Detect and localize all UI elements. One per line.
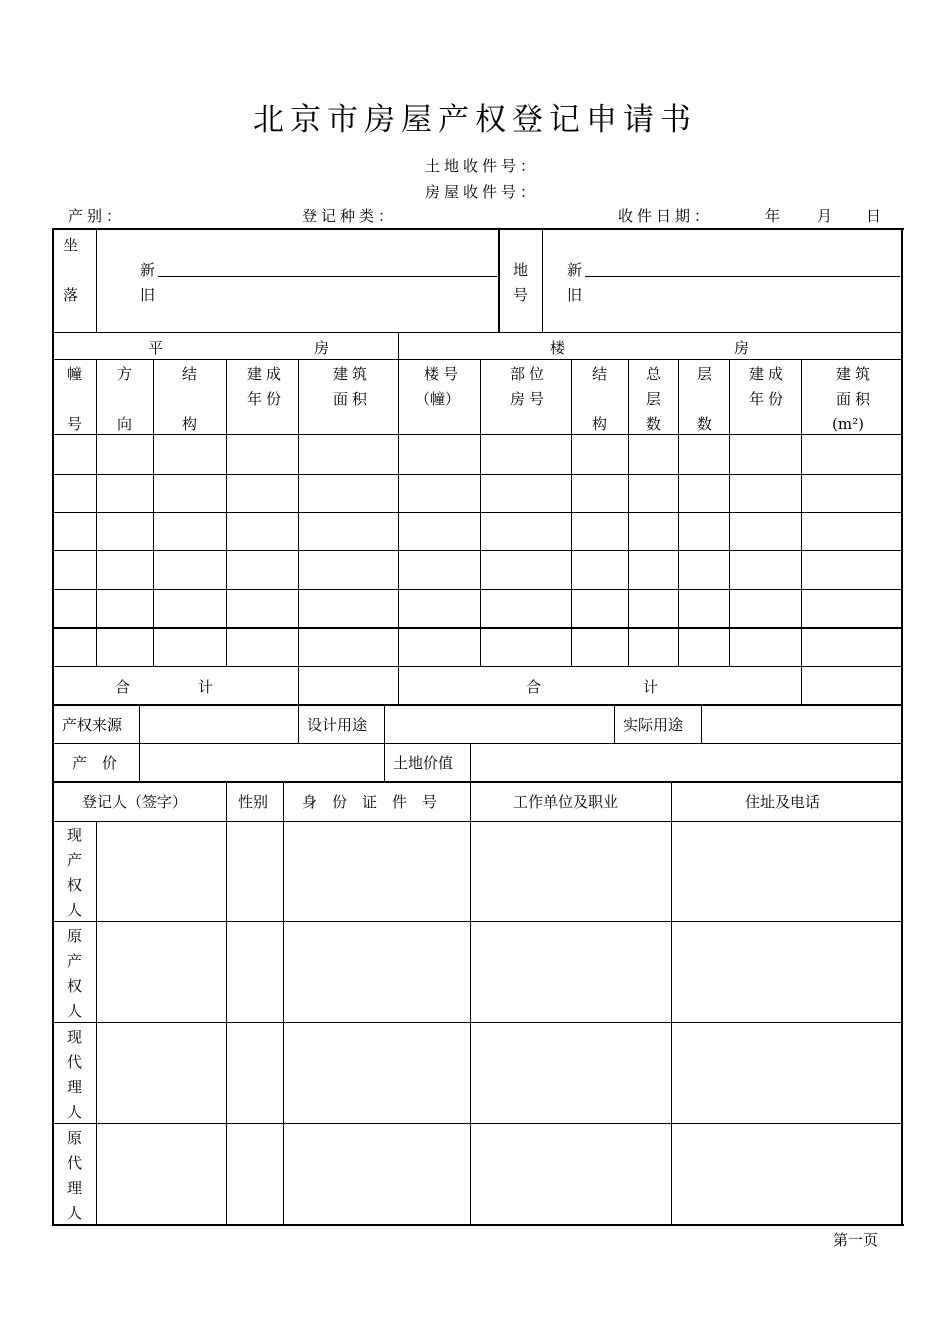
row-current-owner-char3: 权 (67, 876, 83, 894)
registrant-header: 登记人（签字） (82, 793, 188, 811)
row-former-agent-char4: 人 (67, 1204, 83, 1222)
id-card-header: 身 份 证 件 号 (302, 793, 438, 811)
lot-new-line[interactable] (585, 276, 900, 277)
col-building-no-a: 幢 (67, 365, 83, 383)
row-current-owner-char2: 产 (67, 851, 83, 869)
col-structure2-a: 结 (592, 365, 608, 383)
col-structure-a: 结 (182, 365, 198, 383)
page-number: 第一页 (833, 1231, 879, 1249)
gender-header: 性别 (238, 793, 269, 811)
col-building-num-b: （幢） (415, 390, 461, 408)
col-orientation-b: 向 (117, 415, 133, 433)
location-label-top: 坐 (63, 236, 79, 254)
row-former-owner-char3: 权 (67, 977, 83, 995)
col-floor-area-a: 建筑 (333, 365, 372, 383)
total-right-1: 合 (526, 678, 542, 696)
row-former-agent-char2: 代 (67, 1154, 83, 1172)
lot-new-label: 新 (567, 261, 583, 279)
row-current-agent-char2: 代 (67, 1053, 83, 1071)
building-header-2: 房 (734, 339, 750, 357)
row-former-owner-char2: 产 (67, 952, 83, 970)
employer-header: 工作单位及职业 (513, 793, 619, 811)
date-year: 年 (765, 207, 781, 225)
col-building-num-a: 楼号 (424, 365, 463, 383)
page-title: 北京市房屋产权登记申请书 (253, 102, 697, 138)
row-former-owner-char1: 原 (67, 927, 83, 945)
location-label-bottom: 落 (63, 286, 79, 304)
date-month: 月 (817, 207, 833, 225)
col-structure2-b: 构 (592, 415, 608, 433)
row-current-owner-char1: 现 (67, 826, 83, 844)
col-building-no-b: 号 (67, 415, 83, 433)
total-left-2: 计 (198, 678, 214, 696)
col-orientation-a: 方 (117, 365, 133, 383)
total-left-1: 合 (115, 678, 131, 696)
registration-type-label: 登记种类： (302, 207, 398, 225)
row-former-agent-char3: 理 (67, 1179, 83, 1197)
col-total-floors-a: 总 (646, 365, 662, 383)
lot-label-top: 地 (513, 261, 529, 279)
design-use-label: 设计用途 (307, 716, 368, 734)
row-current-agent-char3: 理 (67, 1078, 83, 1096)
property-source-label: 产权来源 (62, 716, 123, 734)
col-built-year-a: 建成 (247, 365, 286, 383)
row-current-owner-char4: 人 (67, 901, 83, 919)
col-structure-b: 构 (182, 415, 198, 433)
lot-label-bottom: 号 (513, 286, 529, 304)
bungalow-header-2: 房 (314, 339, 330, 357)
col-floor-area2-a: 建筑 (836, 365, 875, 383)
property-type-label: 产别： (68, 207, 126, 225)
total-right-2: 计 (643, 678, 659, 696)
bungalow-header-1: 平 (148, 339, 164, 357)
col-floor-a: 层 (697, 365, 713, 383)
col-room-no-a: 部位 (510, 365, 549, 383)
address-header: 住址及电话 (745, 793, 821, 811)
actual-use-label: 实际用途 (623, 716, 684, 734)
col-floor-area2-unit: (m²) (832, 415, 864, 433)
lot-old-label: 旧 (567, 286, 583, 304)
location-new-line[interactable] (158, 276, 497, 277)
property-price-label: 产 价 (72, 754, 118, 772)
row-former-agent-char1: 原 (67, 1129, 83, 1147)
date-day: 日 (866, 207, 882, 225)
col-floor-b: 数 (697, 415, 713, 433)
building-header-1: 楼 (550, 339, 566, 357)
col-total-floors-c: 数 (646, 415, 662, 433)
row-current-agent-char4: 人 (67, 1103, 83, 1121)
receipt-date-label: 收件日期： (618, 207, 714, 225)
col-floor-area-b: 面积 (333, 390, 372, 408)
col-room-no-b: 房号 (510, 390, 549, 408)
house-receipt-no-label: 房屋收件号： (425, 183, 540, 201)
col-floor-area2-b: 面积 (836, 390, 875, 408)
col-built-year-b: 年份 (247, 390, 286, 408)
row-former-owner-char4: 人 (67, 1002, 83, 1020)
land-value-label: 土地价值 (393, 754, 454, 772)
col-built-year2-b: 年份 (749, 390, 788, 408)
land-receipt-no-label: 土地收件号： (425, 157, 540, 175)
col-total-floors-b: 层 (646, 390, 662, 408)
col-built-year2-a: 建成 (749, 365, 788, 383)
row-current-agent-char1: 现 (67, 1028, 83, 1046)
location-new-label: 新 (140, 261, 156, 279)
location-old-label: 旧 (140, 286, 156, 304)
